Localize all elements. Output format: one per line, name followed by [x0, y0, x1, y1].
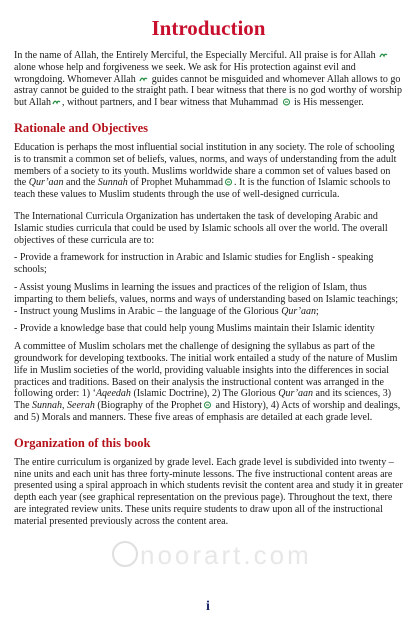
rationale-text: (Biography of the Prophet — [94, 400, 203, 412]
objective-bullet-4: - Provide a knowledge base that could help young Muslims maintain their Islamic identity — [14, 323, 375, 335]
rationale-text: , — [62, 400, 68, 412]
term-seerah: Seerah — [67, 400, 95, 412]
intro-text-5: is His messenger. — [294, 97, 364, 109]
prophet-honorific-icon — [282, 98, 291, 106]
bullet-text: - Instruct young Muslims in Arabic – the language of the Glorious — [14, 305, 282, 317]
watermark: noorart.com — [140, 540, 312, 570]
rationale-paragraph-1 — [14, 142, 403, 201]
term-quraan: Qur’aan — [28, 177, 64, 189]
page-title: Introduction — [151, 16, 266, 40]
rationale-text: and the — [63, 177, 98, 189]
bullet-text: ; — [316, 305, 319, 317]
rationale-text: A committee of Muslim scholars met the challenge of designing the syllabus as part of the groundwork for developing textbooks. The initial work entailed a study of the nature of Muslim life in Muslim societies of the world, providing valuable insights into the differences in social practices and traditions. Based on their analysis the instructional content was arranged in the following order: 1) ‘ — [14, 341, 398, 400]
term-aqeedah: Aqeedah — [95, 388, 131, 400]
prophet-honorific-icon — [224, 178, 233, 186]
section-heading-organization: Organization of this book — [14, 435, 151, 450]
arabic-honorific-icon — [139, 75, 148, 83]
section-heading-rationale: Rationale and Objectives — [14, 120, 149, 135]
watermark-seal — [112, 541, 138, 567]
rationale-text: of Prophet Muhammad — [127, 177, 223, 189]
term-sunnah: Sunnah — [97, 177, 128, 189]
arabic-honorific-icon — [52, 98, 61, 106]
intro-text-2: alone whose help and forgiveness we seek. We ask for His protection against evil and wrongdoing. Whomever Allah — [14, 61, 356, 85]
rationale-text: and its sciences, 3) The — [14, 388, 392, 412]
rationale-text: . It is the function of Islamic schools to teach these values to Muslim students through the use of well-designed curricula. — [14, 177, 391, 201]
rationale-paragraph-2: The International Curricula Organization has undertaken the task of developing Arabic and Islamic studies curricula that could be used by Islamic schools all over the world. The overall objectives of these curricula are to: — [14, 210, 388, 246]
term-sunnah: Sunnah — [32, 400, 63, 412]
organization-paragraph: The entire curriculum is organized by grade level. Each grade level is subdivided into twenty – nine units and each unit has three forty-minute lessons. The five instructional content areas are presented using a spiral approach in which students revisit the content area and study it in greater depth each year (see graphical representation on the previous page). Throughout the text, there are integrated review units. These units require students to draw upon all of the instructional material presented previously across the content area. — [14, 456, 403, 527]
rationale-paragraph-3 — [14, 341, 403, 424]
prophet-honorific-icon — [203, 401, 212, 409]
objective-bullet-1: - Provide a framework for instruction in Arabic and Islamic studies for English - speaking schools; — [14, 252, 374, 276]
intro-text-1: In the name of Allah, the Entirely Merciful, the Especially Merciful. All praise is for Allah — [14, 50, 376, 61]
page-number: i — [206, 599, 210, 614]
arabic-honorific-icon — [379, 51, 388, 59]
term-quraan: Qur’aan — [281, 305, 317, 317]
objective-bullet-2: - Assist young Muslims in learning the issues and practices of the religion of Islam, thus imparting to them beliefs, values, norms and ways of understanding based on Islamic teachings; — [14, 281, 399, 305]
intro-text-4: , without partners, and I bear witness that Muhammad — [61, 97, 279, 109]
intro-paragraph — [14, 50, 403, 109]
objective-bullet-3 — [14, 306, 403, 318]
term-quraan: Qur’aan — [278, 388, 314, 400]
rationale-text: and History), 4) Acts of worship and dealings, and 5) Morals and manners. These five areas of emphasis are detailed at each grade level. — [14, 400, 401, 423]
intro-text-3: guides cannot be misguided and whomever Allah allows to go astray cannot be guided to the straight path. I bear witness that there is no god worthy of worship but Allah — [14, 73, 402, 109]
rationale-text: Education is perhaps the most influential social institution in any society. The role of schooling is to transmit a common set of beliefs, values, norms, and ways of understanding from the adult members of a society to its youth. Muslims worldwide share a common set of values based on the — [14, 141, 397, 189]
rationale-text: (Islamic Doctrine), 2) The Glorious — [130, 388, 279, 400]
